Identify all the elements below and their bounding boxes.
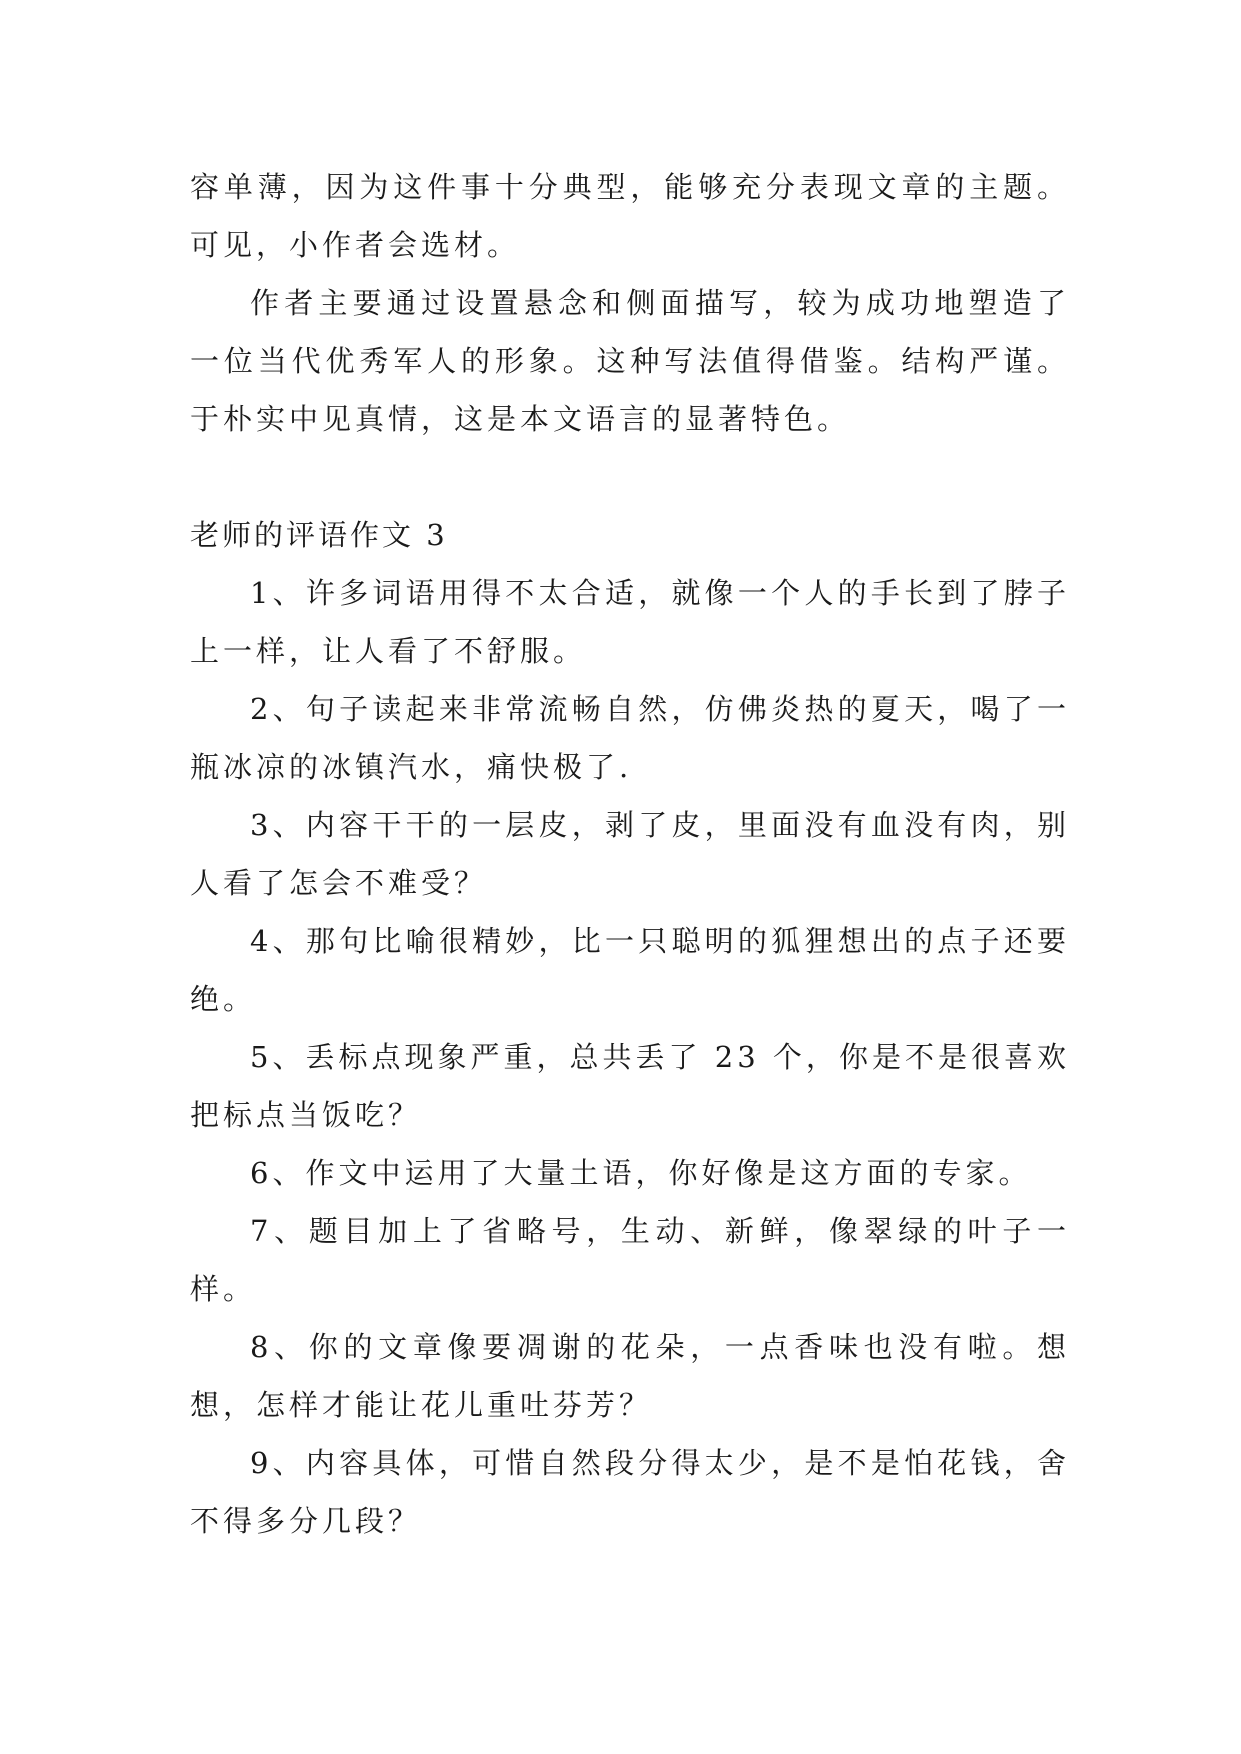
comment-item-6: 6、作文中运用了大量土语，你好像是这方面的专家。 xyxy=(250,1156,1032,1190)
comment-item-8: 8、你的文章像要凋谢的花朵，一点香味也没有啦。想想，怎样才能让花儿重吐芬芳？ xyxy=(190,1330,1070,1422)
intro-paragraph-1: 容单薄，因为这件事十分典型，能够充分表现文章的主题。可见，小作者会选材。 xyxy=(190,170,1070,262)
intro-paragraph-2: 作者主要通过设置悬念和侧面描写，较为成功地塑造了一位当代优秀军人的形象。这种写法值得借鉴。结构严谨。于朴实中见真情，这是本文语言的显著特色。 xyxy=(190,286,1070,436)
section-gap xyxy=(190,448,1070,506)
comment-item-9: 9、内容具体，可惜自然段分得太少，是不是怕花钱，舍不得多分几段？ xyxy=(190,1446,1070,1538)
comment-item-1: 1、许多词语用得不太合适，就像一个人的手长到了脖子上一样，让人看了不舒服。 xyxy=(190,576,1070,668)
comment-item-4: 4、那句比喻很精妙，比一只聪明的狐狸想出的点子还要绝。 xyxy=(190,924,1070,1016)
comment-item-7: 7、题目加上了省略号，生动、新鲜，像翠绿的叶子一样。 xyxy=(190,1214,1070,1306)
comment-item-2: 2、句子读起来非常流畅自然，仿佛炎热的夏天，喝了一瓶冰凉的冰镇汽水，痛快极了. xyxy=(190,692,1070,784)
document-page xyxy=(190,158,1070,1550)
comment-item-3: 3、内容干干的一层皮，剥了皮，里面没有血没有肉，别人看了怎会不难受？ xyxy=(190,808,1070,900)
section-title: 老师的评语作文 3 xyxy=(190,518,448,552)
comment-item-5: 5、丢标点现象严重，总共丢了 23 个，你是不是很喜欢把标点当饭吃？ xyxy=(190,1040,1070,1132)
